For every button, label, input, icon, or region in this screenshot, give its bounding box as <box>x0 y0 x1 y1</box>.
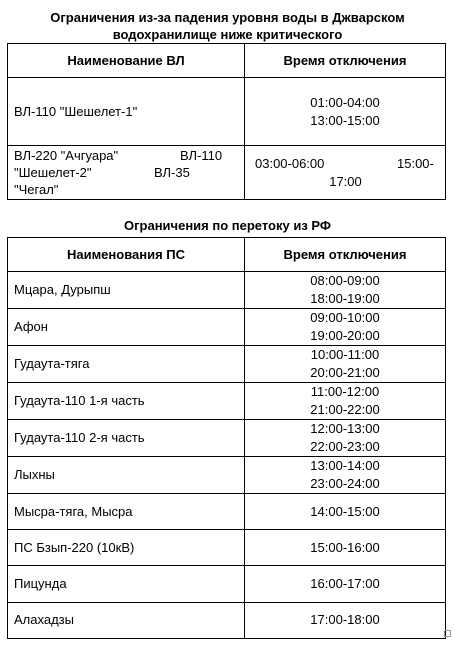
substation-name-cell: Лыхны <box>8 457 245 494</box>
line-name-cell: ВЛ-110 "Шешелет-1" <box>8 78 245 146</box>
line-name-part: "Чегал" <box>14 181 59 197</box>
table-row <box>8 346 446 383</box>
time-slot: 15:00-16:00 <box>310 539 380 555</box>
time-slot: 21:00-22:00 <box>310 402 380 417</box>
line-name-part: ВЛ-110 <box>180 147 223 163</box>
substation-name-cell: Алахадзы <box>8 602 245 638</box>
time-cell <box>245 383 446 420</box>
time-slot: 14:00-15:00 <box>310 503 380 519</box>
column-header-time: Время отключения <box>245 238 446 272</box>
substation-name-cell: Мысра-тяга, Мысра <box>8 494 245 530</box>
time-slot: 17:00 <box>329 173 362 189</box>
table-row <box>8 457 446 494</box>
section1-title-line1: Ограничения из-за падения уровня воды в Джварском <box>50 10 405 25</box>
time-cell <box>245 530 446 566</box>
line-name-part: "Шешелет-2" <box>14 164 92 180</box>
table-row <box>8 78 446 146</box>
time-slot: 10:00-11:00 <box>310 347 380 362</box>
column-header-substation-name: Наименования ПС <box>8 238 245 272</box>
substation-table <box>7 237 446 639</box>
time-slot: 13:00-15:00 <box>310 112 380 128</box>
time-cell <box>245 566 446 602</box>
time-slot: 11:00-12:00 <box>310 384 380 399</box>
time-cell <box>245 78 446 146</box>
water-level-table <box>7 43 446 200</box>
time-slot: 01:00-04:00 <box>310 94 380 110</box>
table-row <box>8 272 446 309</box>
time-cell <box>245 420 446 457</box>
substation-name-cell: Пицунда <box>8 566 245 602</box>
line-name-part: ВЛ-35 <box>154 164 190 180</box>
table-header-row <box>8 238 446 272</box>
substation-name-cell: Гудаута-110 1-я часть <box>8 383 245 420</box>
substation-name-cell: ПС Бзып-220 (10кВ) <box>8 530 245 566</box>
table-row <box>8 494 446 530</box>
table-row <box>8 602 446 638</box>
time-cell <box>245 494 446 530</box>
time-slot: 22:00-23:00 <box>310 439 380 454</box>
time-slot: 16:00-17:00 <box>310 575 380 591</box>
line-name-part: ВЛ-220 "Ачгуара" <box>14 147 119 163</box>
column-header-time: Время отключения <box>245 44 446 78</box>
table-row <box>8 383 446 420</box>
paragraph-end-marker <box>444 630 451 637</box>
table-row <box>8 566 446 602</box>
time-cell <box>245 602 446 638</box>
table-row <box>8 146 446 200</box>
time-cell <box>245 309 446 346</box>
table-row <box>8 530 446 566</box>
substation-name-cell: Гудаута-тяга <box>8 346 245 383</box>
time-slot: 17:00-18:00 <box>310 612 380 628</box>
table-header-row <box>8 44 446 78</box>
section1-title <box>0 9 455 43</box>
time-slot: 15:00- <box>397 155 434 171</box>
column-header-line-name: Наименование ВЛ <box>8 44 245 78</box>
time-slot: 13:00-14:00 <box>310 458 380 473</box>
time-slot: 08:00-09:00 <box>310 273 380 288</box>
time-cell <box>245 146 446 200</box>
section2-title: Ограничения по перетоку из РФ <box>124 218 331 233</box>
time-slot: 23:00-24:00 <box>310 476 380 491</box>
line-name-cell <box>8 146 245 200</box>
time-cell <box>245 457 446 494</box>
time-slot: 20:00-21:00 <box>310 365 380 380</box>
substation-name-cell: Мцара, Дурыпш <box>8 272 245 309</box>
time-slot: 19:00-20:00 <box>310 328 380 343</box>
table-row <box>8 309 446 346</box>
time-cell <box>245 272 446 309</box>
time-cell <box>245 346 446 383</box>
section1-title-line2: водохранилище ниже критического <box>112 27 343 42</box>
time-slot: 09:00-10:00 <box>310 310 380 325</box>
substation-name-cell: Афон <box>8 309 245 346</box>
time-slot: 12:00-13:00 <box>310 421 380 436</box>
table-row <box>8 420 446 457</box>
substation-name-cell: Гудаута-110 2-я часть <box>8 420 245 457</box>
time-slot: 18:00-19:00 <box>310 291 380 306</box>
time-slot: 03:00-06:00 <box>255 155 325 171</box>
